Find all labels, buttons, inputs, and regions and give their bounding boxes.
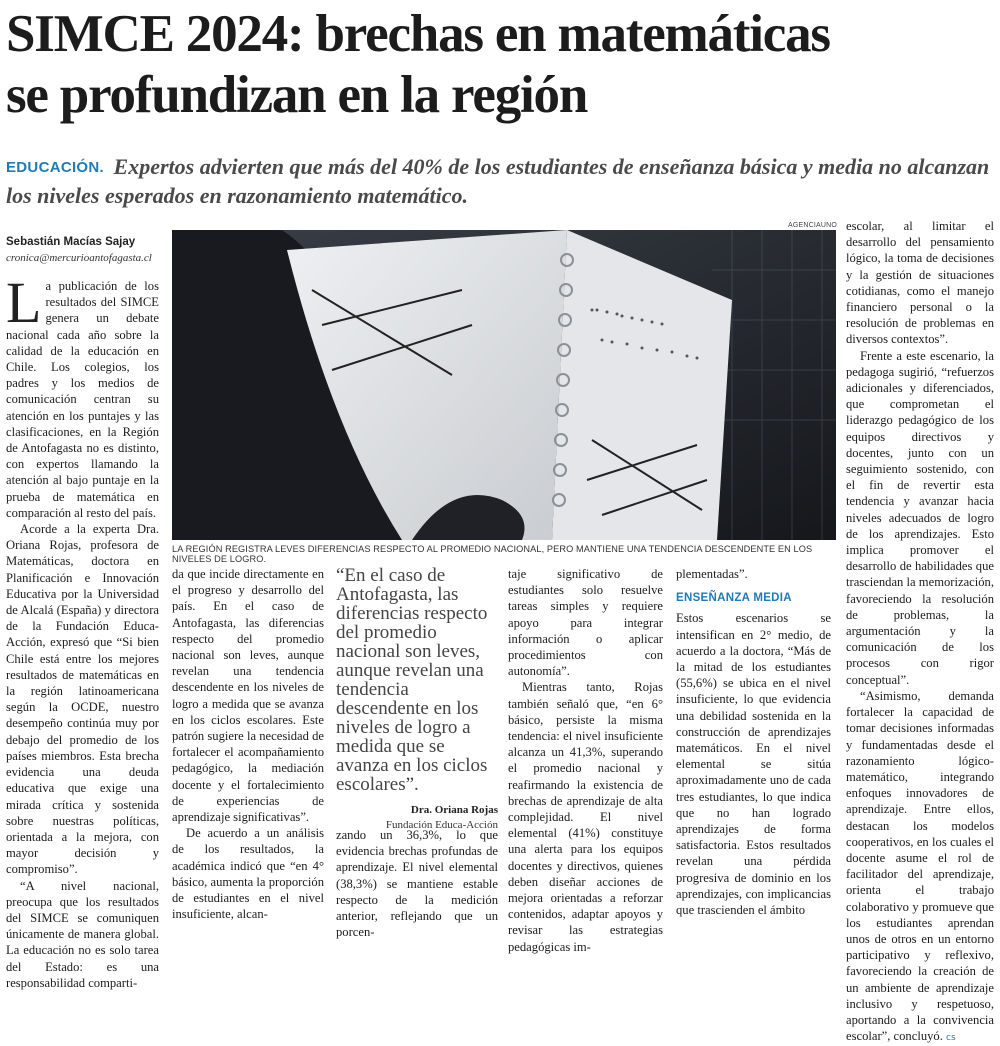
headline — [6, 4, 996, 126]
column-5 — [676, 566, 831, 918]
paragraph: Acorde a la experta Dra. Oriana Rojas, profesora de Matemáticas, doctora en Planificación e Innovación Educativa por la Universidad de Alcalá (España) y directora de la Fundación Educa-Acción, expresó que “Si bien Chile está entre los mejores resultados de matemáticas en la región latinoamericana según la OCDE, nuestro desempeño continúa muy por debajo del promedio de los países miembros. Esta brecha evidencia una deuda educativa que exige una mirada crítica y sostenida sobre nuestras políticas, orientada a la mejora, con mayor decisión y compromiso”. — [6, 522, 159, 877]
article-photo — [172, 230, 836, 540]
photo-braille-book-illustration — [172, 230, 836, 540]
paragraph: “A nivel nacional, preocupa que los resultados del SIMCE se comuniquen únicamente de manera global. La educación no es solo tarea del Estado: es una responsabilidad comparti- — [6, 878, 159, 990]
paragraph: Mientras tanto, Rojas también señaló que, “en 6° básico, persiste la misma tendencia: el nivel insuficiente alcanza un 41,3%, superando el promedio nacional y reafirmando la existencia de brechas de aprendizaje de alta complejidad. El nivel elemental (41%) constituye una alerta para los equipos docentes y directivos, quienes deben diseñar acciones de mejora orientadas a reforzar contenidos, adaptar apoyos y revisar las estrategias pedagógicas im- — [508, 680, 663, 954]
paragraph: taje significativo de estudiantes solo resuelve tareas simples y requiere apoyo para integrar información o aplicar procedimientos con autonomía”. — [508, 567, 663, 679]
paragraph: da que incide directamente en el progreso y desarrollo del país. En el caso de Antofagasta, las diferencias respecto del promedio nacional son leves, aunque revelan una tendencia descendente en los niveles de logro a medida que se avanza en los ciclos escolares. Este patrón sugiere la necesidad de fortalecer el acompañamiento pedagógico, la mediación docente y el fortalecimiento de experiencias de aprendizaje significativas”. — [172, 567, 324, 825]
column-3 — [336, 827, 498, 940]
column-6 — [846, 218, 994, 1046]
deck-text: Expertos advierten que más del 40% de los estudiantes de enseñanza básica y media no alcanzan los niveles esperados en razonamiento matemático. — [6, 154, 990, 208]
paragraph — [6, 270, 159, 521]
column-2 — [172, 566, 324, 922]
paragraph: De acuerdo a un análisis de los resultados, la académica indicó que “en 4° básico, aumenta la proporción de estudiantes en el nivel insuficiente, alcan- — [172, 826, 324, 922]
paragraph-text: “Asimismo, demanda fortalecer la capacidad de tomar decisiones informadas y fundamentadas desde el razonamiento lógico-matemático, integrando enfoques innovadores de aprendizaje. Entre ellos, destacan los modelos cooperativos, en los cuales el docente asume el rol de facilitador del aprendizaje, orienta el trabajo colaborativo y promueve que los estudiantes aprendan unos de otros en un entorno participativo y reflexivo, favoreciendo la creación de un ambiente de aprendizaje inclusivo y respetuoso, aportando a la convivencia escolar”, concluyó. — [846, 688, 994, 1044]
section-subhead: ENSEÑANZA MEDIA — [676, 592, 792, 605]
headline-line-2: se profundizan en la región — [6, 66, 588, 124]
paragraph: escolar, al limitar el desarrollo del pensamiento lógico, la toma de decisiones y la gestión de situaciones cotidianas, como el manejo financiero personal o la resolución de problemas en diversos contextos”. — [846, 219, 994, 347]
end-mark-icon: cs — [946, 1033, 956, 1044]
deck — [6, 153, 996, 210]
pull-quote-text: “En el caso de Antofagasta, las diferencias respecto del promedio nacional son leves, aunque revelan una tendencia descendente en los niveles de logro a medida que se avanza en los ciclos escolares”. — [336, 565, 488, 795]
byline-email[interactable]: cronica@mercurioantofagasta.cl — [6, 252, 152, 264]
pull-quote — [336, 566, 498, 831]
pull-quote-author: Dra. Oriana Rojas — [410, 804, 498, 816]
byline — [6, 236, 166, 264]
byline-author: Sebastián Macías Sajay — [6, 236, 136, 248]
paragraph — [846, 688, 994, 1046]
paragraph: plementadas”. — [676, 567, 748, 581]
headline-line-1: SIMCE 2024: brechas en matemáticas — [6, 5, 830, 63]
paragraph: Frente a este escenario, la pedagoga sugirió, “refuerzos adicionales y diferenciados, que comprometan el liderazgo pedagógico de los equipos directivos y docentes, junto con un seguimiento sostenido, con el fin de revertir esta tendencia y avanzar hacia niveles adecuados de logro de los aprendizajes. Esto implica promover el desarrollo de habilidades que trasciendan la memorización, favoreciendo la resolución de problemas, la argumentación y la comunicación de los procesos con rigor conceptual”. — [846, 348, 994, 687]
section-label: EDUCACIÓN. — [6, 159, 105, 176]
drop-cap: L — [6, 270, 42, 335]
column-1 — [6, 270, 159, 991]
photo-credit: AGENCIAUNO — [788, 222, 838, 229]
paragraph-text: a publicación de los resultados del SIMCE genera un debate nacional cada año sobre la calidad de la educación en Chile. Los colegios, los padres y los medios de comunicación centran su atención en los puntajes y las clasificaciones, en la Región de Antofagasta no es distinto, con expertos llamando la atención al bajo puntaje en la prueba de matemática en comparación al resto del país. — [6, 279, 159, 520]
photo-caption: LA REGIÓN REGISTRA LEVES DIFERENCIAS RESPECTO AL PROMEDIO NACIONAL, PERO MANTIENE UNA TENDENCIA DESCENDENTE EN LOS NIVELES DE LOGRO. — [172, 544, 813, 564]
paragraph: Estos escenarios se intensifican en 2° medio, de acuerdo a la doctora, “Más de la mitad de los estudiantes (55,6%) se ubica en el nivel insuficiente, lo que evidencia una debilidad sostenida en la construcción de aprendizajes matemáticos. En el nivel elemental se sitúa aproximadamente uno de cada tres estudiantes, lo que indica que no han logrado aprendizajes de forma satisfactoria. Estos resultados revelan una pérdida progresiva de dominio en los aprendizajes, con implicancias que trascienden el ámbito — [676, 611, 831, 918]
pull-quote-affiliation: Fundación Educa-Acción — [385, 819, 498, 831]
paragraph: zando un 36,3%, lo que evidencia brechas profundas de aprendizaje. El nivel elemental (38,3%) se mantiene estable respecto de la medición anterior, reflejando que un porcen- — [336, 828, 498, 940]
column-4 — [508, 566, 663, 955]
